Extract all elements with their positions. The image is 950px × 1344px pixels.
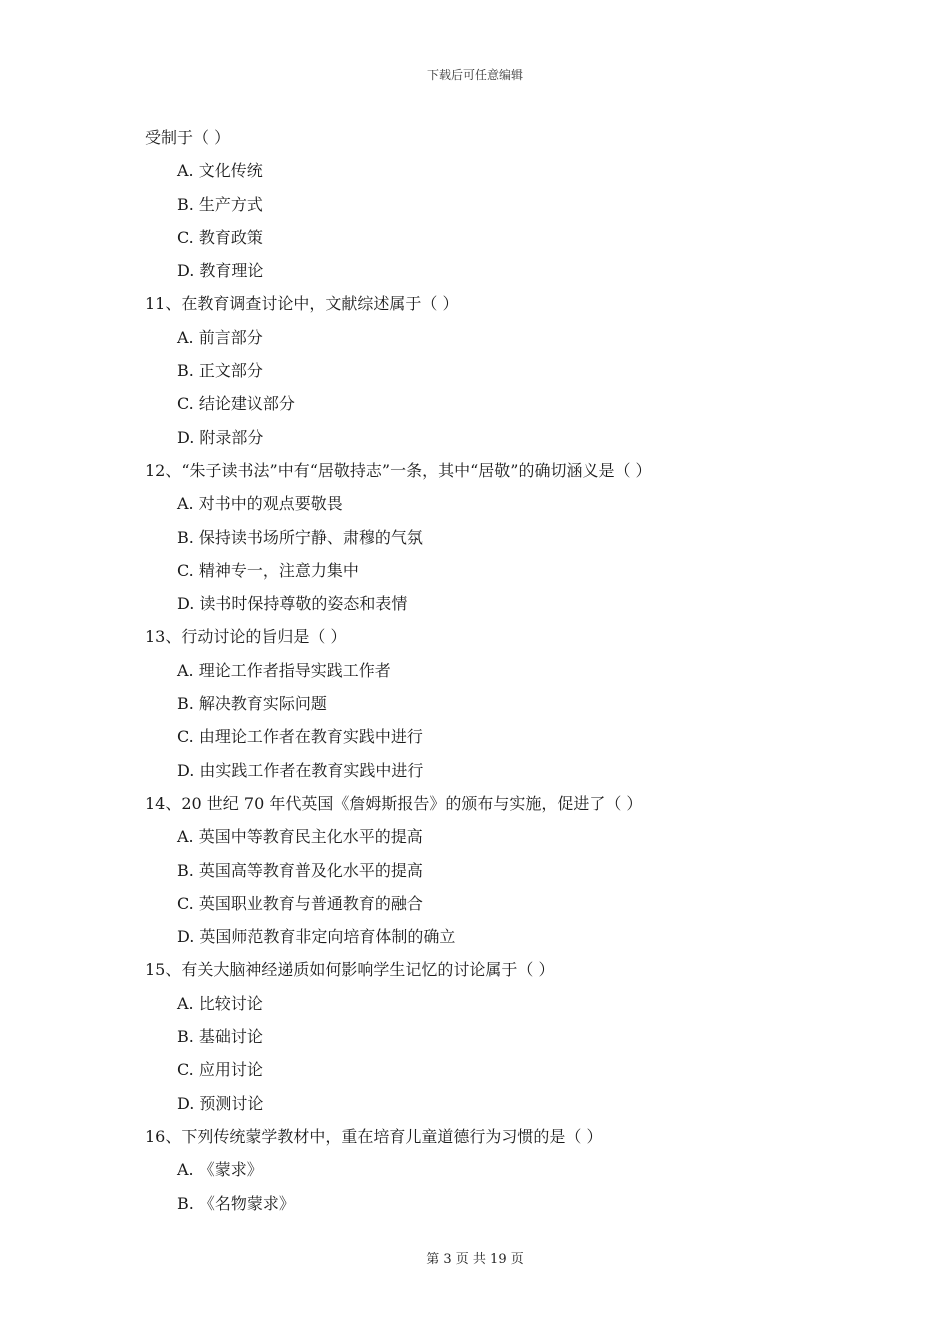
- option-b: B. 英国高等教育普及化水平的提高: [177, 860, 423, 880]
- question-15: 15、有关大脑神经递质如何影响学生记忆的讨论属于（ ）: [145, 960, 555, 980]
- option-d: D. 附录部分: [177, 427, 264, 447]
- option-a: A. 比较讨论: [177, 993, 263, 1013]
- option-d: D. 英国师范教育非定向培育体制的确立: [177, 927, 456, 947]
- option-c: C. 由理论工作者在教育实践中进行: [177, 727, 423, 747]
- document-body: [0, 121, 950, 1220]
- option-a: A. 对书中的观点要敬畏: [177, 494, 343, 514]
- question-14: 14、20 世纪 70 年代英国《詹姆斯报告》的颁布与实施，促进了（ ）: [145, 793, 643, 813]
- option-c: C. 结论建议部分: [177, 394, 295, 414]
- option-a: A. 文化传统: [177, 161, 263, 181]
- question-11: 11、在教育调查讨论中，文献综述属于（ ）: [145, 294, 459, 314]
- question-12: 12、“朱子读书法”中有“居敬持志”一条，其中“居敬”的确切涵义是（ ）: [145, 460, 652, 480]
- option-b: B. 正文部分: [177, 361, 263, 381]
- option-c: C. 精神专一，注意力集中: [177, 560, 359, 580]
- option-c: C. 应用讨论: [177, 1060, 263, 1080]
- option-a: A. 前言部分: [177, 327, 263, 347]
- option-b: B. 生产方式: [177, 194, 263, 214]
- option-d: D. 由实践工作者在教育实践中进行: [177, 760, 424, 780]
- option-a: A. 《蒙求》: [177, 1160, 263, 1180]
- option-b: B. 《名物蒙求》: [177, 1193, 295, 1213]
- option-b: B. 基础讨论: [177, 1027, 263, 1047]
- option-c: C. 教育政策: [177, 227, 263, 247]
- option-b: B. 保持读书场所宁静、肃穆的气氛: [177, 527, 423, 547]
- option-d: D. 预测讨论: [177, 1093, 264, 1113]
- question-continuation: 受制于（ ）: [145, 128, 231, 147]
- option-d: D. 教育理论: [177, 261, 264, 281]
- page-header: 下载后可任意编辑: [426, 68, 523, 82]
- option-c: C. 英国职业教育与普通教育的融合: [177, 893, 423, 913]
- question-16: 16、下列传统蒙学教材中，重在培育儿童道德行为习惯的是（ ）: [145, 1126, 603, 1146]
- option-b: B. 解决教育实际问题: [177, 694, 327, 714]
- option-a: A. 理论工作者指导实践工作者: [177, 660, 391, 680]
- page-footer: 第 3 页 共 19 页: [426, 1252, 524, 1267]
- question-13: 13、行动讨论的旨归是（ ）: [145, 627, 347, 647]
- option-d: D. 读书时保持尊敬的姿态和表情: [177, 594, 408, 614]
- option-a: A. 英国中等教育民主化水平的提高: [177, 827, 423, 847]
